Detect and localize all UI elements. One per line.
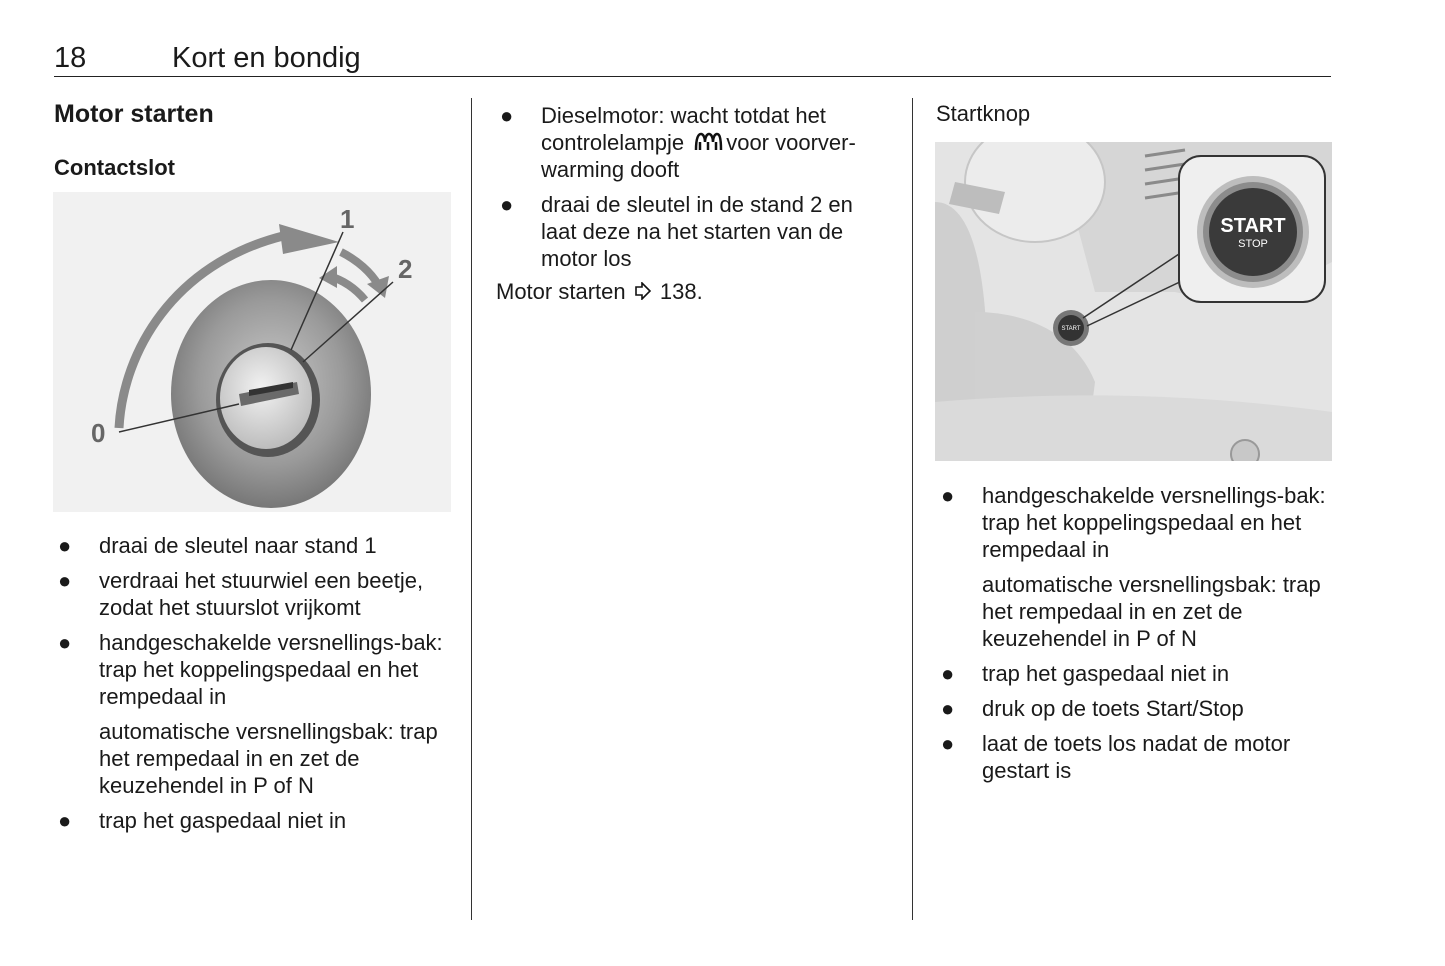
column-divider-1 xyxy=(471,98,472,920)
list-item: ● Dieselmotor: wacht totdat het controlelampje voor voorver-warming dooft xyxy=(500,103,856,182)
heading-startknop: Startknop xyxy=(936,101,1031,126)
left-bullet-list xyxy=(54,532,459,842)
bullet-icon: ● xyxy=(500,192,514,217)
bullet-icon: ● xyxy=(58,808,72,833)
preheat-coil-icon xyxy=(693,132,723,152)
bullet-icon: ● xyxy=(941,731,955,756)
page-number: 18 xyxy=(54,42,87,74)
list-item: ● laat de toets los nadat de motor gestart is xyxy=(941,731,1291,783)
start-button-figure xyxy=(935,142,1332,461)
bullet-icon: ● xyxy=(941,661,955,686)
page-header xyxy=(54,40,1331,77)
list-item: ● handgeschakelde versnellings-bak: trap het koppelingspedaal en het rempedaal in automatische versnellingsbak: trap het rempedaal in en zet de keuzehendel in P of N xyxy=(54,629,459,799)
list-item: ● draai de sleutel in de stand 2 en laat deze na het starten van de motor los xyxy=(500,192,853,271)
heading-motor-starten: Motor starten xyxy=(54,100,214,128)
left-column xyxy=(54,100,454,181)
stop-label: STOP xyxy=(1238,238,1268,250)
column-divider-2 xyxy=(912,98,913,920)
middle-bullet-list xyxy=(496,102,891,280)
list-item: ● trap het gaspedaal niet in xyxy=(941,661,1230,686)
bullet-icon: ● xyxy=(58,630,72,655)
heading-contactslot: Contactslot xyxy=(54,155,175,180)
position-label-0: 0 xyxy=(91,418,106,448)
bullet-icon: ● xyxy=(500,103,514,128)
list-item: ● trap het gaspedaal niet in xyxy=(58,808,347,833)
arrow-ref-icon xyxy=(634,282,652,300)
right-bullet-list xyxy=(937,482,1337,792)
bullet-icon: ● xyxy=(58,568,72,593)
position-label-1: 1 xyxy=(340,204,355,234)
cross-reference[interactable]: Motor starten 138. xyxy=(496,279,703,304)
list-item: ● verdraai het stuurwiel een beetje, zodat het stuurslot vrijkomt xyxy=(58,568,424,620)
ignition-lock-figure xyxy=(53,192,451,512)
list-item: ● druk op de toets Start/Stop xyxy=(941,696,1244,721)
bullet-icon: ● xyxy=(941,696,955,721)
list-item: ● draai de sleutel naar stand 1 xyxy=(58,533,377,558)
section-title: Kort en bondig xyxy=(172,42,361,74)
small-button-label: START xyxy=(1061,326,1081,332)
list-item-subparagraph: automatische versnellingsbak: trap het rempedaal in en zet de keuzehendel in P of N xyxy=(982,572,1321,651)
list-item-subparagraph: automatische versnellingsbak: trap het rempedaal in en zet de keuzehendel in P of N xyxy=(99,719,438,798)
position-label-2: 2 xyxy=(398,254,413,284)
bullet-icon: ● xyxy=(58,533,72,558)
control-knob xyxy=(1231,440,1259,461)
start-label: START xyxy=(1220,215,1286,237)
list-item: ● handgeschakelde versnellings-bak: trap het koppelingspedaal en het rempedaal in automatische versnellingsbak: trap het rempedaal in en zet de keuzehendel in P of N xyxy=(937,482,1337,652)
bullet-icon: ● xyxy=(941,483,955,508)
